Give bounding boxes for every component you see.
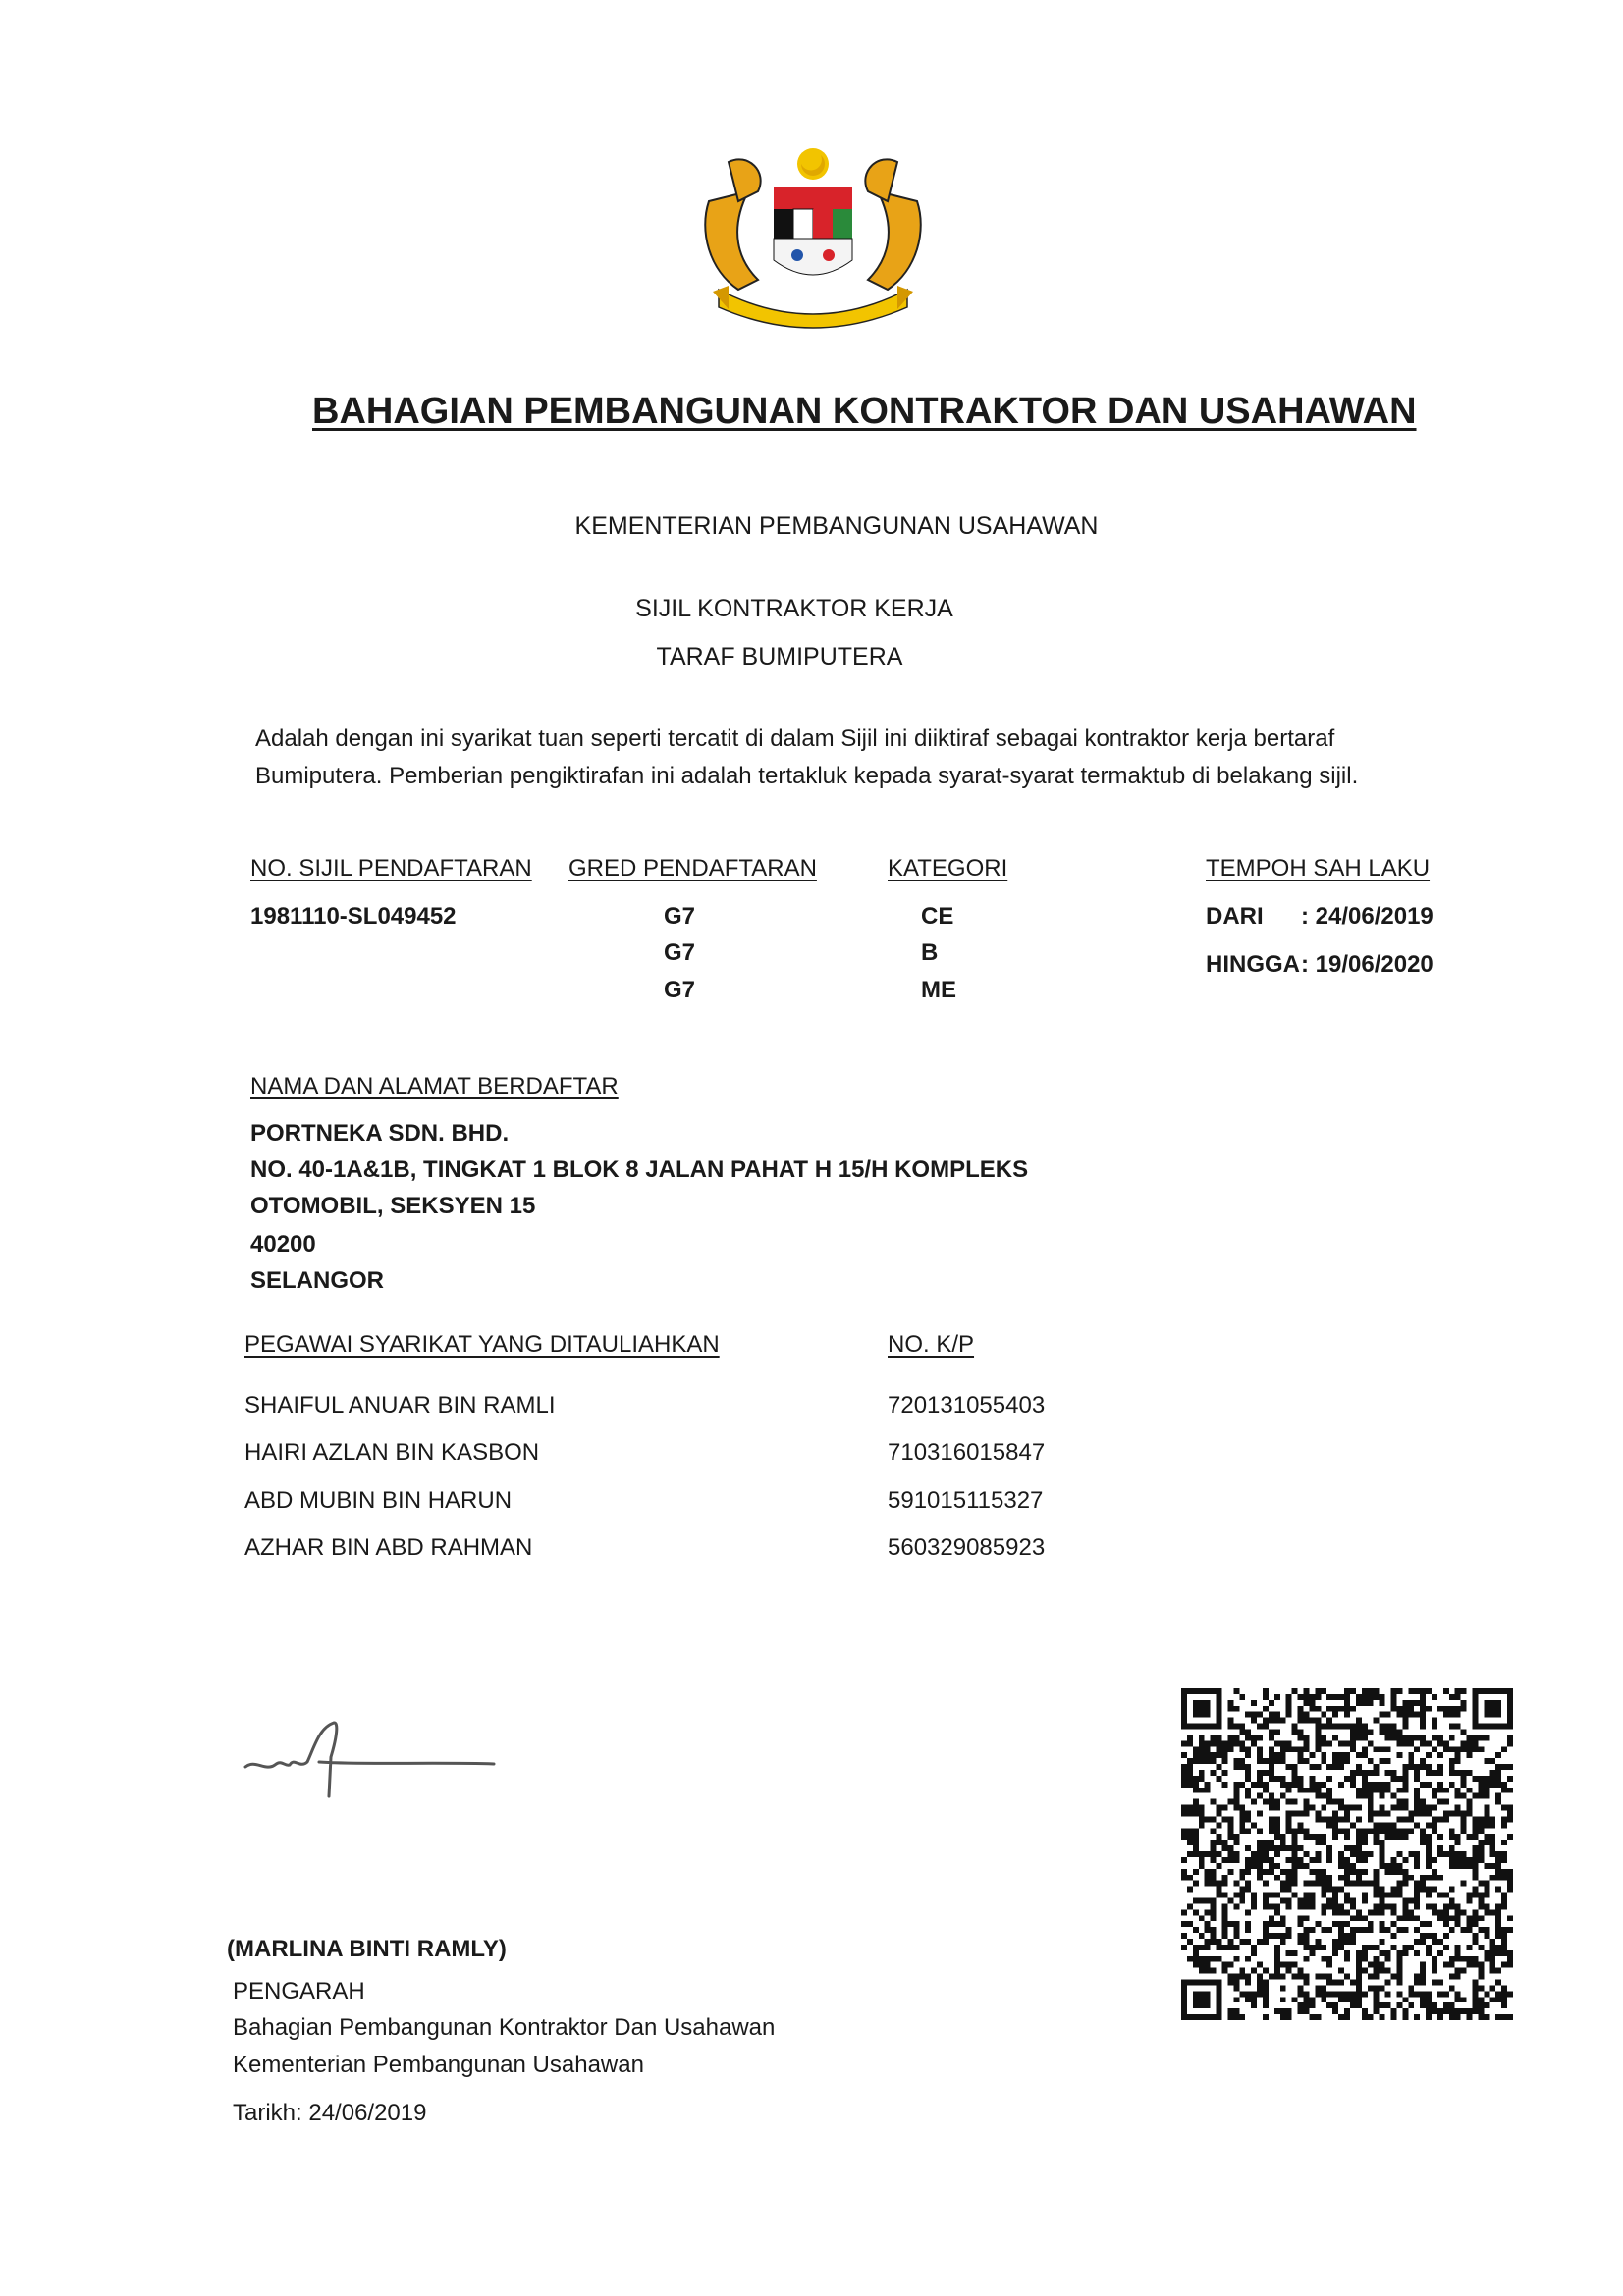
ic-header: NO. K/P — [888, 1331, 975, 1358]
ministry-heading: KEMENTERIAN PEMBANGUNAN USAHAWAN — [574, 512, 1099, 540]
cert-no-value: 1981110-SL049452 — [250, 903, 457, 930]
officer-name: HAIRI AZLAN BIN KASBON — [244, 1439, 540, 1466]
malaysia-coat-of-arms-logo — [699, 142, 927, 329]
certificate-status: TARAF BUMIPUTERA — [656, 643, 903, 670]
cert-no-header: NO. SIJIL PENDAFTARAN — [250, 855, 532, 881]
valid-from-label: DARI — [1206, 903, 1264, 930]
signatory-name: (MARLINA BINTI RAMLY) — [227, 1936, 507, 1962]
grade-value: G7 — [664, 977, 696, 1003]
officer-name: ABD MUBIN BIN HARUN — [244, 1487, 513, 1514]
signatory-position: PENGARAH — [233, 1978, 365, 2004]
intro-line-1: Adalah dengan ini syarikat tuan seperti tercatit di dalam Sijil ini diiktiraf sebagai kontraktor kerja bertaraf — [255, 725, 1335, 752]
signatory-division: Bahagian Pembangunan Kontraktor Dan Usahawan — [233, 2014, 776, 2041]
officer-ic: 560329085923 — [888, 1534, 1046, 1561]
address-postcode: 40200 — [250, 1231, 316, 1257]
officer-ic: 720131055403 — [888, 1392, 1046, 1418]
address-state: SELANGOR — [250, 1267, 385, 1294]
address-line: OTOMOBIL, SEKSYEN 15 — [250, 1193, 536, 1219]
address-header: NAMA DAN ALAMAT BERDAFTAR — [250, 1073, 619, 1099]
officers-header: PEGAWAI SYARIKAT YANG DITAULIAHKAN — [244, 1331, 720, 1358]
signature-date: Tarikh: 24/06/2019 — [233, 2100, 427, 2126]
address-line: NO. 40-1A&1B, TINGKAT 1 BLOK 8 JALAN PAHAT H 15/H KOMPLEKS — [250, 1156, 1029, 1183]
validity-header: TEMPOH SAH LAKU — [1206, 855, 1431, 881]
officer-name: AZHAR BIN ABD RAHMAN — [244, 1534, 533, 1561]
officer-name: SHAIFUL ANUAR BIN RAMLI — [244, 1392, 556, 1418]
officer-ic: 710316015847 — [888, 1439, 1046, 1466]
category-value: B — [921, 939, 939, 966]
intro-line-2: Bumiputera. Pemberian pengiktirafan ini adalah tertakluk kepada syarat-syarat termaktub di belakang sijil. — [255, 763, 1359, 789]
grade-header: GRED PENDAFTARAN — [568, 855, 817, 881]
category-header: KATEGORI — [888, 855, 1008, 881]
signatory-ministry: Kementerian Pembangunan Usahawan — [233, 2052, 644, 2078]
certificate-type: SIJIL KONTRAKTOR KERJA — [635, 595, 953, 622]
grade-value: G7 — [664, 903, 696, 930]
category-value: ME — [921, 977, 956, 1003]
signature — [241, 1708, 501, 1801]
officer-ic: 591015115327 — [888, 1487, 1044, 1514]
valid-from-date: : 24/06/2019 — [1301, 903, 1434, 930]
qr-modules — [1181, 1688, 1513, 2020]
grade-value: G7 — [664, 939, 696, 966]
division-title: BAHAGIAN PEMBANGUNAN KONTRAKTOR DAN USAHAWAN — [312, 391, 1417, 432]
category-value: CE — [921, 903, 954, 930]
valid-to-label: HINGGA — [1206, 951, 1300, 978]
company-name: PORTNEKA SDN. BHD. — [250, 1120, 510, 1147]
qr-code — [1181, 1688, 1513, 2020]
valid-to-date: : 19/06/2020 — [1301, 951, 1434, 978]
